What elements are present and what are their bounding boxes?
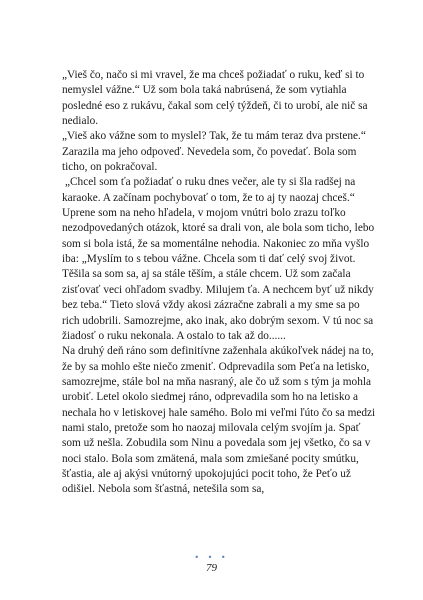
paragraph: „Vieš ako vážne som to myslel? Tak, že tu mám teraz dva prstene.“ Zarazila ma jeho odpoveď. Nevedela som, čo povedať. Bola som ticho, on pokračoval. bbox=[62, 130, 366, 174]
page-footer bbox=[0, 553, 423, 575]
paragraph: „Chcel som ťa požiadať o ruku dnes večer, ale ty si šla radšej na karaoke. A začínam pochybovať o tom, že to aj ty naozaj chceš.“ Uprene som na neho hľadela, v mojom vnútri bolo zrazu toľko nezodpovedaných otázok, ktoré sa drali von, ale bola som ticho, lebo som si bola istá, že sa momentálne nehodia. Nakoniec zo mňa vyšlo iba: „Myslím to s tebou vážne. Chcela som ti dať celý svoj život. Těšila sa som sa, aj sa stále těším, a stále chcem. Už som začala zisťovať veci ohľadom svadby. Milujem ťa. A nechcem byť už nikdy bez teba.“ Tieto slová vždy akosi zázračne zabrali a my sme sa po rich udobrili. Samozrejme, ako inak, ako dobrým sexom. V tú noc sa žiadosť o ruku nekonala. A ostalo to tak až do...... bbox=[62, 176, 375, 342]
page-number: 79 bbox=[206, 562, 217, 574]
paragraph: Na druhý deň ráno som definitívne zaženhala akúkoľvek nádej na to, že by sa mohlo ešte niečo zmeniť. Odprevadila som Peťa na letisko, samozrejme, stále bol na mňa nasraný, ale čo už som s tým ja mohla urobiť. Letel okolo siedmej ráno, odprevadila som ho na letisko a nechala ho v letiskovej hale samého. Bolo mi veľmi ľúto čo sa medzi nami stalo, pretože som ho naozaj milovala celým svojím ja. Spať som už nešla. Zobudila som Ninu a povedala som jej všetko, čo sa v noci stalo. Bola som zmätená, mala som zmiešané pocity smútku, šťastia, ale aj akýsi vnútorný upokojujúci pocit toho, že Peťo už odišiel. Nebola som šťastná, netešila som sa, bbox=[62, 345, 376, 496]
paragraph: „Vieš čo, načo si mi vravel, že ma chceš požiadať o ruku, keď si to nemyslel vážne.“ Už som bola taká nabrúsená, že som vytiahla posledné eso z rukávu, čakal som celý týždeň, či to urobí, ale nič sa nedialo. bbox=[62, 69, 368, 128]
footer-ornament: • • • bbox=[194, 553, 229, 562]
body-text bbox=[62, 68, 378, 498]
